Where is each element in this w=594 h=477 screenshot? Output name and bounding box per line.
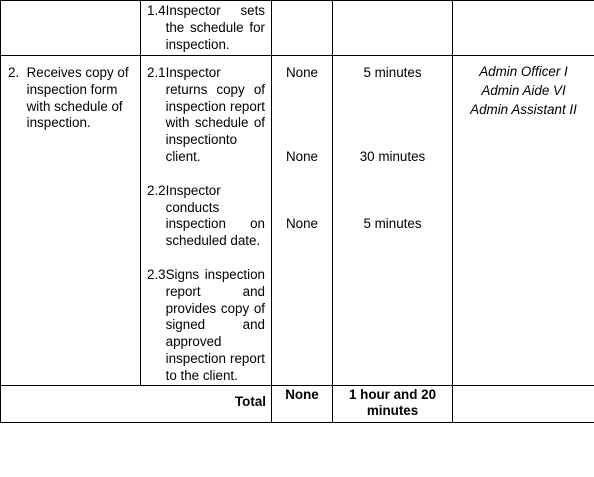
total-time-cell xyxy=(333,385,453,422)
processing-time-cell xyxy=(333,56,453,386)
step-text: Inspector conducts inspection on scheduled date. xyxy=(165,182,265,249)
agency-action-2-2 xyxy=(141,183,271,250)
total-fees-cell xyxy=(272,385,333,422)
step-text: Receives copy of inspection form with schedule of inspection. xyxy=(26,65,129,131)
step-text: Signs inspection report and provides copy of signed and approved inspection report to the client. xyxy=(165,266,265,383)
fees-cell xyxy=(272,56,333,386)
total-fees: None xyxy=(285,386,319,402)
total-time: 1 hour and 20 minutes xyxy=(348,386,437,418)
processing-time-cell xyxy=(333,1,453,56)
time-value: 5 minutes xyxy=(363,216,422,231)
person-responsible: Admin Officer I xyxy=(479,64,568,79)
step-text: Inspector sets the schedule for inspection. xyxy=(165,3,265,52)
fee-value: None xyxy=(285,65,318,80)
time-value: 30 minutes xyxy=(359,149,426,164)
client-step-cell xyxy=(1,1,141,56)
table-row xyxy=(1,56,594,386)
client-step-2 xyxy=(1,65,140,132)
step-number: 1.4 xyxy=(147,3,166,18)
fees-cell xyxy=(272,1,333,56)
step-text: Inspector returns copy of inspection report with schedule of inspectionto client. xyxy=(165,65,265,164)
time-value: 5 minutes xyxy=(363,65,422,80)
person-responsible-cell xyxy=(453,56,594,386)
step-number: 2.1 xyxy=(147,65,166,80)
total-label: Total xyxy=(235,393,266,409)
step-number: 2.2 xyxy=(147,182,166,198)
total-person-cell xyxy=(453,385,594,422)
person-responsible: Admin Assistant II xyxy=(470,102,577,117)
person-responsible: Admin Aide VI xyxy=(481,83,566,98)
step-number: 2.3 xyxy=(147,266,166,282)
fee-value: None xyxy=(285,216,318,231)
agency-action-1-4 xyxy=(141,3,271,53)
agency-action-cell xyxy=(141,1,272,56)
client-step-cell xyxy=(1,56,141,386)
agency-action-2-1 xyxy=(141,65,271,166)
agency-action-cell xyxy=(141,56,272,386)
total-label-cell xyxy=(1,385,272,422)
agency-action-2-3 xyxy=(141,267,271,385)
step-number: 2. xyxy=(8,65,20,80)
person-responsible-cell xyxy=(453,1,594,56)
table-row xyxy=(1,1,594,56)
total-row xyxy=(1,385,594,422)
fee-value: None xyxy=(285,149,318,164)
